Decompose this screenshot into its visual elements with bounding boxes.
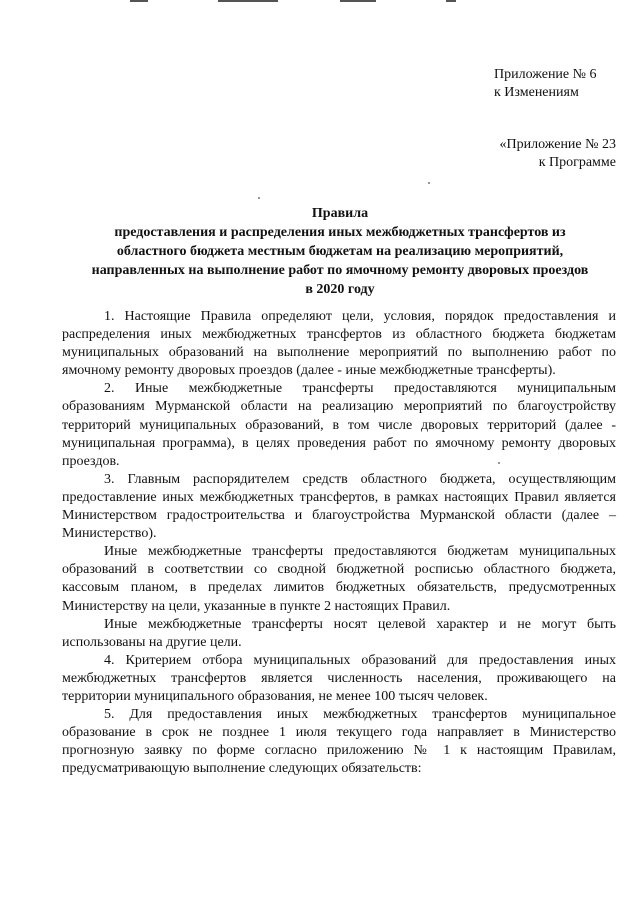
paragraph-5: 5. Для предоставления иных межбюджетных трансфертов муниципальное образование в срок не позднее 1 июля текущего года направляет в Министерство прогнозную заявку по форме согласно приложению № 1 к настоящим Правилам, предусматривающую выполнение следующих обязательств: <box>62 707 616 777</box>
appendix-note-top <box>494 66 597 102</box>
paragraph-3-continued: Иные межбюджетные трансферты предоставляются бюджетам муниципальных образований в соответствии со сводной бюджетной росписью областного бюджета, кассовым планом, в пределах лимитов бюджетных обязательств, предусмотренных Министерству на цели, указанные в пункте 2 настоящих Правил. <box>62 544 616 614</box>
scan-speck <box>428 182 430 184</box>
appendix-reference: к Изменениям <box>494 85 579 100</box>
document-body <box>62 308 616 778</box>
paragraph-1: 1. Настоящие Правила определяют цели, условия, порядок предоставления и распределения иных межбюджетных трансфертов из областного бюджета бюджетам муниципальных образований на выполнение мероприятий по выполнению работ по ямочному ремонту дворовых проездов (далее - иные межбюджетные трансферты). <box>62 309 616 379</box>
document-title <box>60 204 620 299</box>
paragraph-2: 2. Иные межбюджетные трансферты предоставляются муниципальным образованиям Мурманской области на реализацию мероприятий по благоустройству территорий муниципальных образований, в том числе дворовых территорий (далее - муниципальная программа), в целях проведения работ по ямочному ремонту дворовых проездов. <box>62 381 616 469</box>
paragraph-4: 4. Критерием отбора муниципальных образований для предоставления иных межбюджетных трансфертов является численность населения, проживающего на территории муниципального образования, не менее 100 тысяч человек. <box>62 652 616 704</box>
scan-speck <box>258 197 260 199</box>
title-line: направленных на выполнение работ по ямочному ремонту дворовых проездов <box>91 263 589 278</box>
title-line: в 2020 году <box>305 282 375 297</box>
appendix-program-number: «Приложение № 23 <box>499 137 616 152</box>
appendix-number: Приложение № 6 <box>494 67 597 82</box>
paragraph-3-target-use: Иные межбюджетные трансферты носят целевой характер и не могут быть использованы на другие цели. <box>62 616 616 650</box>
scan-edge-marks <box>0 0 640 4</box>
appendix-program-reference: к Программе <box>538 155 616 170</box>
title-line: предоставления и распределения иных межбюджетных трансфертов из <box>114 225 566 240</box>
appendix-note-program <box>500 136 617 172</box>
paragraph-3: 3. Главным распорядителем средств областного бюджета, осуществляющим предоставление иных межбюджетных трансфертов, в рамках настоящих Правил является Министерством градостроительства и благоустройства Мурманской области (далее – Министерство). <box>62 471 616 542</box>
title-line: областного бюджета местным бюджетам на реализацию мероприятий, <box>116 244 564 259</box>
title-line: Правила <box>311 206 369 221</box>
